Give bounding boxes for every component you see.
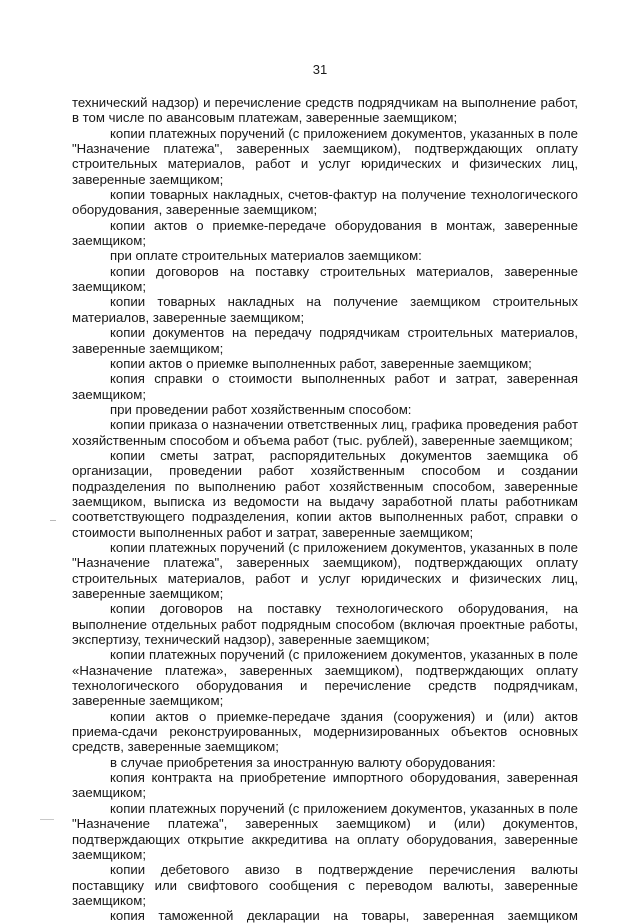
paragraph: копии товарных накладных, счетов-фактур на получение технологического оборудования, заверенные заемщиком; [72,187,578,218]
paragraph: копии дебетового авизо в подтверждение перечисления валюты поставщику или свифтового сообщения с переводом валюты, заверенные заемщиком; [72,862,578,908]
paragraph: при проведении работ хозяйственным способом: [110,401,412,417]
paragraph: копии платежных поручений (с приложением документов, указанных в поле «Назначение платежа», заверенных заемщиком), подтверждающих оплату технологического оборудования и перечисление средств подрядчикам, заверенные заемщиком; [72,647,578,709]
paragraph: копии приказа о назначении ответственных лиц, графика проведения работ хозяйственным способом и объема работ (тыс. рублей), заверенные заемщиком; [72,417,578,448]
scan-artifact [40,819,54,820]
paragraph: копии актов о приемке выполненных работ, заверенные заемщиком; [110,355,532,371]
page-number: 31 [312,62,328,77]
paragraph: копии сметы затрат, распорядительных документов заемщика об организации, проведении работ хозяйственным способом и создании подразделения по выполнению работ хозяйственным способом, заверенные заемщиком, выписка из ведомости на выдачу заработной платы работникам соответствующего подразделения, копии актов выполненных работ, справки о стоимости выполненных работ и затрат, заверенные заемщиком; [72,447,578,540]
paragraph: копии актов о приемке-передаче оборудования в монтаж, заверенные заемщиком; [72,217,578,249]
paragraph: технический надзор) и перечисление средств подрядчикам на выполнение работ, в том числе по авансовым платежам, заверенные заемщиком; [72,95,578,126]
paragraph: копии платежных поручений (с приложением документов, указанных в поле "Назначение платежа", заверенных заемщиком), подтверждающих оплату строительных материалов, работ и услуг юридических и физических лиц, заверенные заемщиком; [72,125,578,187]
paragraph: копии платежных поручений (с приложением документов, указанных в поле "Назначение платежа", заверенных заемщиком), подтверждающих оплату строительных материалов, работ и услуг юридических и физических лиц, заверенные заемщиком; [72,539,578,601]
paragraph: копии документов на передачу подрядчикам строительных материалов, заверенные заемщиком; [72,325,578,356]
paragraph: при оплате строительных материалов заемщиком: [110,248,422,264]
paragraph: копии актов о приемке-передаче здания (сооружения) и (или) актов приема-сдачи реконструированных, модернизированных объектов основных средств, заверенные заемщиком; [72,708,578,755]
paragraph: копия таможенной декларации на товары, заверенная заемщиком [110,908,578,924]
paragraph: копии платежных поручений (с приложением документов, указанных в поле "Назначение платежа", заверенных заемщиком) и (или) документов, подтверждающих открытие аккредитива на оплату оборудования, заверенные заемщиком; [72,800,578,862]
paragraph: копии договоров на поставку технологического оборудования, на выполнение отдельных работ подрядным способом (включая проектные работы, экспертизу, технический надзор), заверенные заемщиком; [72,601,578,648]
paragraph: копия справки о стоимости выполненных работ и затрат, заверенная заемщиком; [72,371,578,402]
paragraph: в случае приобретения за иностранную валюту оборудования: [110,754,496,770]
scan-artifact [50,520,56,521]
paragraph: копия контракта на приобретение импортного оборудования, заверенная заемщиком; [72,770,578,801]
paragraph: копии товарных накладных на получение заемщиком строительных материалов, заверенные заемщиком; [72,294,578,325]
document-body [72,95,578,924]
paragraph: копии договоров на поставку строительных материалов, заверенные заемщиком; [72,263,578,295]
